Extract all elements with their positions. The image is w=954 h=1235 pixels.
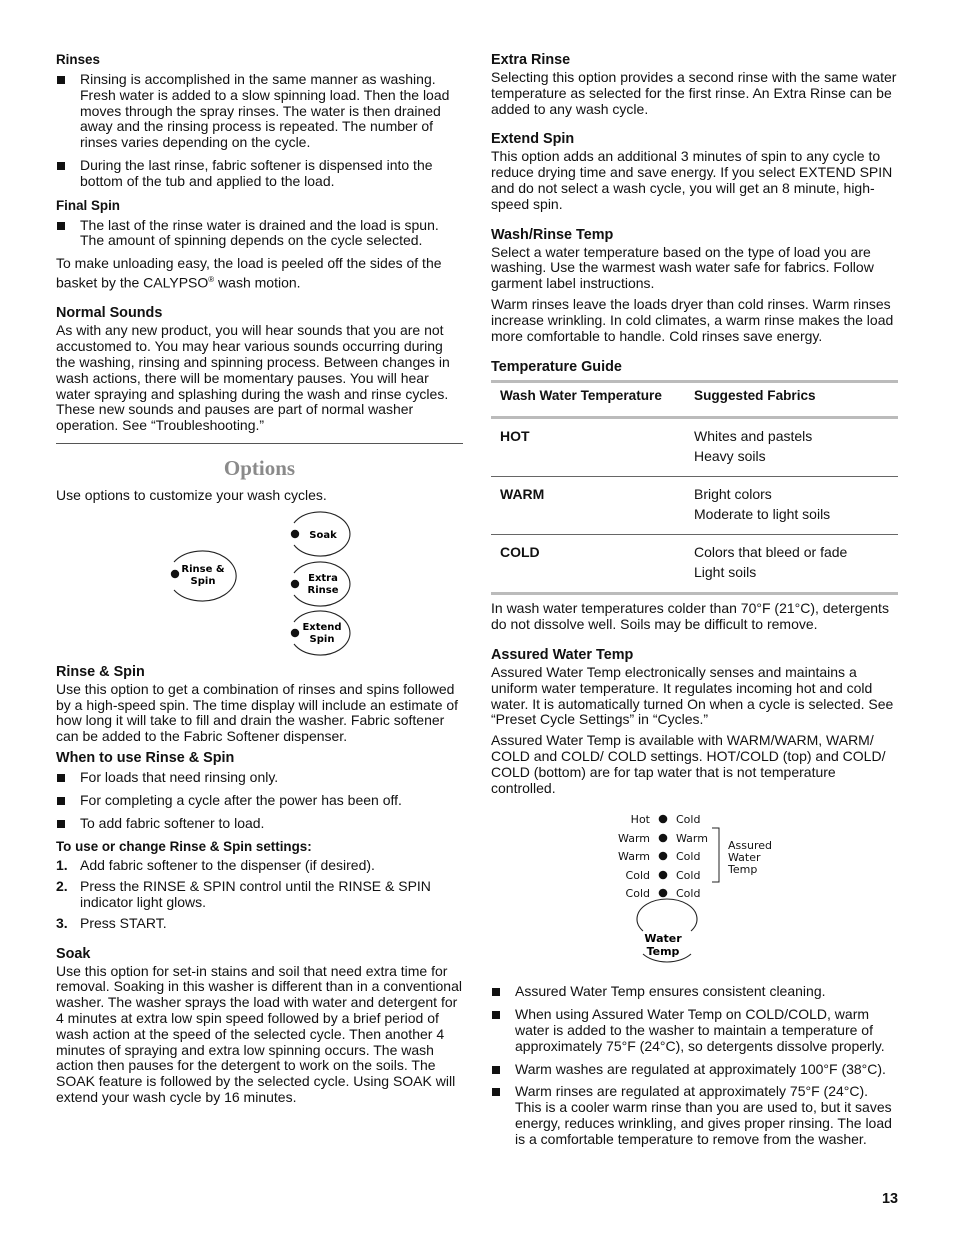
assured-water-temp-heading: Assured Water Temp xyxy=(491,646,634,663)
extra-rinse-label-line1: Extra xyxy=(308,572,338,584)
water-temp-label-line1: Water xyxy=(644,932,682,946)
page-number: 13 xyxy=(881,1191,898,1207)
svg-text:Cold: Cold xyxy=(676,850,701,864)
temperature-guide-heading: Temperature Guide xyxy=(491,359,622,376)
table-row: WARM Bright colors Moderate to light soils xyxy=(491,477,898,535)
list-item: When using Assured Water Temp on COLD/COLD, warm water is added to the washer to maintain a temperature of approximately 75°F (24°C), so detergents dissolve properly. xyxy=(491,1007,898,1054)
svg-text:Water: Water xyxy=(728,851,761,865)
list-item: Warm washes are regulated at approximately 100°F (38°C). xyxy=(491,1062,898,1078)
assured-water-temp-diagram xyxy=(491,804,898,972)
extend-spin-heading: Extend Spin xyxy=(491,131,575,148)
assured-water-temp-list xyxy=(491,984,898,1147)
svg-text:Cold: Cold xyxy=(676,887,701,901)
svg-text:Warm: Warm xyxy=(618,832,650,846)
step-item: 1. Add fabric softener to the dispenser (if desired). xyxy=(56,857,375,874)
assured-water-temp-p1: Assured Water Temp electronically senses and maintains a uniform water temperature. It regulates incoming hot and cold water. It is automatically turned On when a cycle is selected. See “Preset Cycle Settings” in “Cycles.” xyxy=(491,663,894,728)
final-spin-paragraph: To make unloading easy, the load is peeled off the sides of the basket by the CALYPSO® wash motion. xyxy=(56,255,442,291)
wash-rinse-temp-p1: Select a water temperature based on the type of load you are washing. Use the warmest wash water safe for fabrics. Follow garment label instructions. xyxy=(491,243,874,292)
column-header: Suggested Fabrics xyxy=(694,388,816,404)
list-item: The last of the rinse water is drained and the load is spun. The amount of spinning depends on the cycle selected. xyxy=(56,218,463,250)
right-column xyxy=(491,52,898,1155)
extra-rinse-text: Selecting this option provides a second rinse with the same water temperature as selected for the first rinse. An Extra Rinse can be added to any wash cycle. xyxy=(491,69,897,117)
list-item: During the last rinse, fabric softener is dispensed into the bottom of the tub and applied to the load. xyxy=(56,158,463,190)
rinse-spin-heading: Rinse & Spin xyxy=(56,663,145,680)
svg-text:Hot: Hot xyxy=(630,813,650,827)
options-title: Options xyxy=(223,456,296,480)
extend-spin-label-line2: Spin xyxy=(309,633,335,645)
extend-spin-text: This option adds an additional 3 minutes of spin to any cycle to reduce drying time and save energy. If you select EXTEND SPIN and do not select a wash cycle, you will get an 8 minute, high-speed spin. xyxy=(491,148,893,212)
wash-rinse-temp-p2: Warm rinses leave the loads dryer than cold rinses. Warm rinses increase wrinkling. In cold climates, a warm rinse makes the load more comfortable to handle. Cold rinses save energy. xyxy=(491,295,894,344)
table-row: HOT Whites and pastels Heavy soils xyxy=(491,418,898,477)
extra-rinse-label-line2: Rinse xyxy=(307,584,339,596)
soak-button[interactable] xyxy=(291,512,350,556)
water-temp-label-line2: Temp xyxy=(646,945,680,959)
list-item: Rinsing is accomplished in the same manner as washing. Fresh water is added to a slow spinning load. Then the load moves through the spray rinses. The water is then drained away and the rinsing process is repeated. The number of rinses varies depending on the cycle. xyxy=(56,72,463,151)
svg-text:Assured: Assured xyxy=(728,839,772,853)
column-header: Wash Water Temperature xyxy=(500,388,662,404)
when-to-use-heading: When to use Rinse & Spin xyxy=(56,749,235,766)
soak-label: Soak xyxy=(309,529,337,541)
list-item: Warm rinses are regulated at approximately 75°F (24°C). This is a cooler warm rinse than you are used to, but it saves energy, reduces wrinkling, and gives proper rinsing. The load is a comfortable temperature to remove from the washer. xyxy=(491,1084,898,1147)
svg-text:Temp: Temp xyxy=(728,863,758,877)
soak-text: Use this option for set-in stains and soil that need extra time for removal. Soaking in this washer is different than in a conventional washer. The washer sprays the load with water and detergent for 4 minutes at extra low spin speed followed by a brief period of wash action at the speed of the selected cycle. Then another 4 minutes of spraying and extra low spinning occurs. The wash action then pauses for the detergent to work on the soils. The SOAK feature is followed by the selected cycle. Using SOAK will extend your wash cycle by 16 minutes. xyxy=(56,962,462,1105)
options-buttons-diagram xyxy=(56,510,463,660)
rinses-heading: Rinses xyxy=(56,52,100,67)
when-to-use-list xyxy=(56,770,463,831)
final-spin-heading: Final Spin xyxy=(56,197,120,213)
wash-rinse-temp-heading: Wash/Rinse Temp xyxy=(491,226,614,243)
svg-text:Warm: Warm xyxy=(618,850,650,864)
svg-text:Cold: Cold xyxy=(625,869,650,883)
table-row: COLD Colors that bleed or fade Light soils xyxy=(491,535,898,594)
table-header-row xyxy=(491,382,898,418)
assured-water-temp-p2: Assured Water Temp is available with WARM/WARM, WARM/ COLD and COLD/ COLD settings. HOT/COLD (top) and COLD/ COLD (bottom) are for tap water that is not temperature controlled. xyxy=(491,732,886,796)
bullet-square-icon xyxy=(57,76,65,84)
bullet-square-icon xyxy=(492,1011,500,1019)
temperature-note: In wash water temperatures colder than 70°F (21°C), detergents do not dissolve well. Soils may be difficult to remove. xyxy=(491,600,889,633)
bullet-square-icon xyxy=(57,820,65,828)
bullet-square-icon xyxy=(57,162,65,170)
normal-sounds-heading: Normal Sounds xyxy=(56,305,163,322)
list-item: To add fabric softener to load. xyxy=(56,816,463,832)
extend-spin-label-line1: Extend xyxy=(302,621,342,633)
steps-list xyxy=(56,858,463,931)
svg-text:Cold: Cold xyxy=(625,887,650,901)
rinses-list xyxy=(56,72,463,190)
list-item: For completing a cycle after the power has been off. xyxy=(56,793,463,809)
left-column xyxy=(56,52,463,1106)
svg-text:Warm: Warm xyxy=(676,832,708,846)
svg-text:Cold: Cold xyxy=(676,813,701,827)
step-item: 2. Press the RINSE & SPIN control until the RINSE & SPIN indicator light glows. xyxy=(56,878,431,910)
extra-rinse-heading: Extra Rinse xyxy=(491,52,571,68)
howto-heading: To use or change Rinse & Spin settings: xyxy=(56,839,312,855)
list-item: For loads that need rinsing only. xyxy=(56,770,463,786)
soak-heading: Soak xyxy=(56,945,91,962)
normal-sounds-text: As with any new product, you will hear sounds that you are not accustomed to. You may hear various sounds occurring during the washing, rinsing and spinning process. Between changes in wash actions, there will be momentary pauses. You will hear water spraying and splashing during the wash and rinse cycles. These new sounds and pauses are part of normal washer operation. See “Troubleshooting.” xyxy=(56,322,450,434)
bullet-square-icon xyxy=(57,774,65,782)
rinse-spin-label-line2: Spin xyxy=(190,575,216,587)
list-item: Assured Water Temp ensures consistent cleaning. xyxy=(491,984,898,1000)
step-item: 3. Press START. xyxy=(56,914,167,931)
extra-rinse-button[interactable] xyxy=(291,562,350,606)
bullet-square-icon xyxy=(57,222,65,230)
bullet-square-icon xyxy=(492,1066,500,1074)
temperature-guide-table xyxy=(491,380,898,595)
options-intro: Use options to customize your wash cycles. xyxy=(56,487,327,503)
svg-text:Cold: Cold xyxy=(676,869,701,883)
assured-water-temp-bracket-label xyxy=(727,839,772,876)
extend-spin-button[interactable] xyxy=(291,611,350,655)
rinse-spin-button[interactable] xyxy=(171,551,236,601)
bullet-square-icon xyxy=(492,1088,500,1096)
rinse-spin-text: Use this option to get a combination of rinses and spins followed by a high-speed spin. The time display will include an estimate of how long it will take to fill and drain the washer. Fabric softener can be added to the Fabric Softener dispenser. xyxy=(56,680,459,745)
final-spin-list xyxy=(56,218,463,250)
section-divider xyxy=(56,443,463,444)
bullet-square-icon xyxy=(492,988,500,996)
water-temp-button[interactable] xyxy=(637,899,697,962)
bullet-square-icon xyxy=(57,797,65,805)
rinse-spin-label-line1: Rinse & xyxy=(181,563,225,575)
